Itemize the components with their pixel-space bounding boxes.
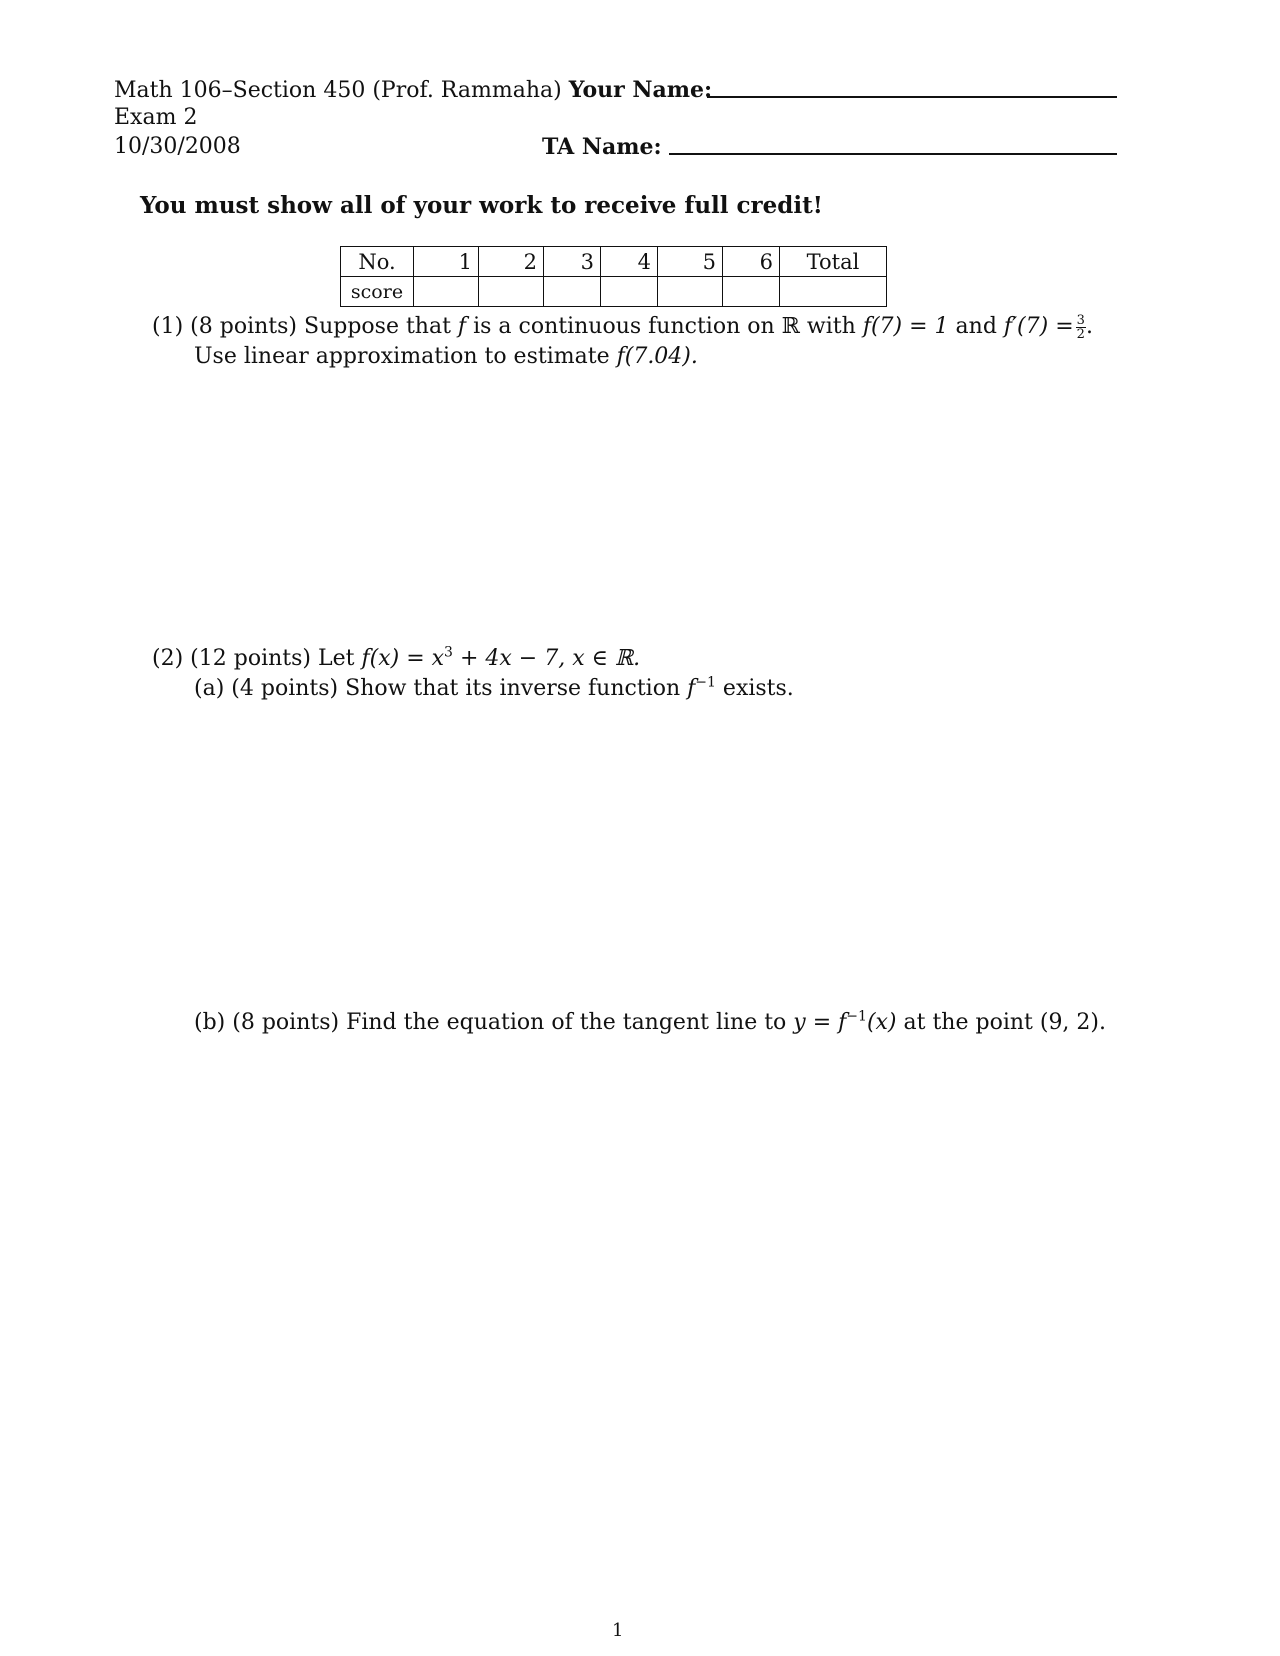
score-table <box>340 246 887 307</box>
q2b-text: Find the equation of the tangent line to <box>346 1010 787 1035</box>
q2b-end: at the point (9, 2). <box>903 1010 1106 1035</box>
score-header-5: 5 <box>658 247 723 277</box>
score-cell-4[interactable] <box>601 277 658 307</box>
q1-fraction: $\frac{3}{2}$ <box>1076 312 1085 342</box>
q1-condition-2: f′(7) = <box>1003 314 1074 339</box>
score-header-total: Total <box>780 247 887 277</box>
q2a-label: (a) <box>194 676 225 701</box>
course-text: Math 106–Section 450 (Prof. Rammaha) <box>114 78 562 103</box>
exam-date: 10/30/2008 <box>114 134 241 159</box>
q2a-finv-exp: −1 <box>695 674 716 691</box>
score-header-no: No. <box>341 247 414 277</box>
q1-target: f(7.04). <box>616 344 698 369</box>
q2a-end: exists. <box>722 676 794 701</box>
score-header-3: 3 <box>544 247 601 277</box>
score-table-header-row <box>341 247 887 277</box>
ta-name-line[interactable] <box>669 153 1117 155</box>
q1-line-2-text: Use linear approximation to estimate <box>194 344 610 369</box>
q1-text-b: is a continuous function on ℝ with <box>473 314 856 339</box>
score-cell-5[interactable] <box>658 277 723 307</box>
your-name-line[interactable] <box>707 96 1117 98</box>
q2b-argument: (x) <box>866 1010 897 1035</box>
q2-exponent: 3 <box>444 644 453 661</box>
score-cell-2[interactable] <box>479 277 544 307</box>
exam-title: Exam 2 <box>114 105 198 130</box>
q2b-points: (8 points) <box>232 1010 340 1035</box>
score-cell-1[interactable] <box>414 277 479 307</box>
score-header-2: 2 <box>479 247 544 277</box>
q1-and: and <box>955 314 997 339</box>
q1-points: (8 points) <box>190 314 297 339</box>
q2-points: (12 points) <box>190 646 311 671</box>
question-2-line-1 <box>152 644 640 674</box>
q2b-exponent: −1 <box>846 1008 867 1025</box>
score-table-score-row <box>341 277 887 307</box>
q1-text-a: Suppose that <box>304 314 451 339</box>
question-2b <box>194 1008 1106 1038</box>
question-1-line-2 <box>194 342 698 372</box>
q2a-points: (4 points) <box>231 676 339 701</box>
q1-condition-1: f(7) = 1 <box>862 314 949 339</box>
question-2a <box>194 674 794 704</box>
q2b-equation: y = f <box>793 1010 847 1035</box>
score-header-4: 4 <box>601 247 658 277</box>
q1-answer-space[interactable] <box>140 380 1140 630</box>
page-number: 1 <box>612 1620 624 1641</box>
q2-number: (2) <box>152 646 184 671</box>
ta-name-label: TA Name: <box>542 134 662 160</box>
question-1-line-1: (1) (8 points) Suppose that f is a continuous function on ℝ with f(7) = 1 and f′(7) = $\frac{3}{2}$ . <box>152 312 1093 342</box>
score-row-label: score <box>341 277 414 307</box>
q2-domain: x ∈ ℝ. <box>572 646 641 671</box>
q2a-answer-space[interactable] <box>140 712 1140 992</box>
score-cell-6[interactable] <box>723 277 780 307</box>
score-header-1: 1 <box>414 247 479 277</box>
q2-function: f(x) = x <box>361 646 445 671</box>
q2-function-rest: + 4x − 7, <box>459 646 566 671</box>
score-header-6: 6 <box>723 247 780 277</box>
q2b-label: (b) <box>194 1010 226 1035</box>
score-cell-3[interactable] <box>544 277 601 307</box>
course-title <box>114 76 712 105</box>
q2a-finv: f <box>687 676 696 701</box>
q2b-answer-space[interactable] <box>140 1046 1140 1566</box>
instruction-text: You must show all of your work to receive full credit! <box>140 192 823 219</box>
q2-let: Let <box>318 646 355 671</box>
q1-f: f <box>457 314 467 339</box>
q2a-text: Show that its inverse function <box>345 676 681 701</box>
score-cell-total[interactable] <box>780 277 887 307</box>
q1-number: (1) <box>152 314 184 339</box>
your-name-label: Your Name: <box>568 77 713 103</box>
